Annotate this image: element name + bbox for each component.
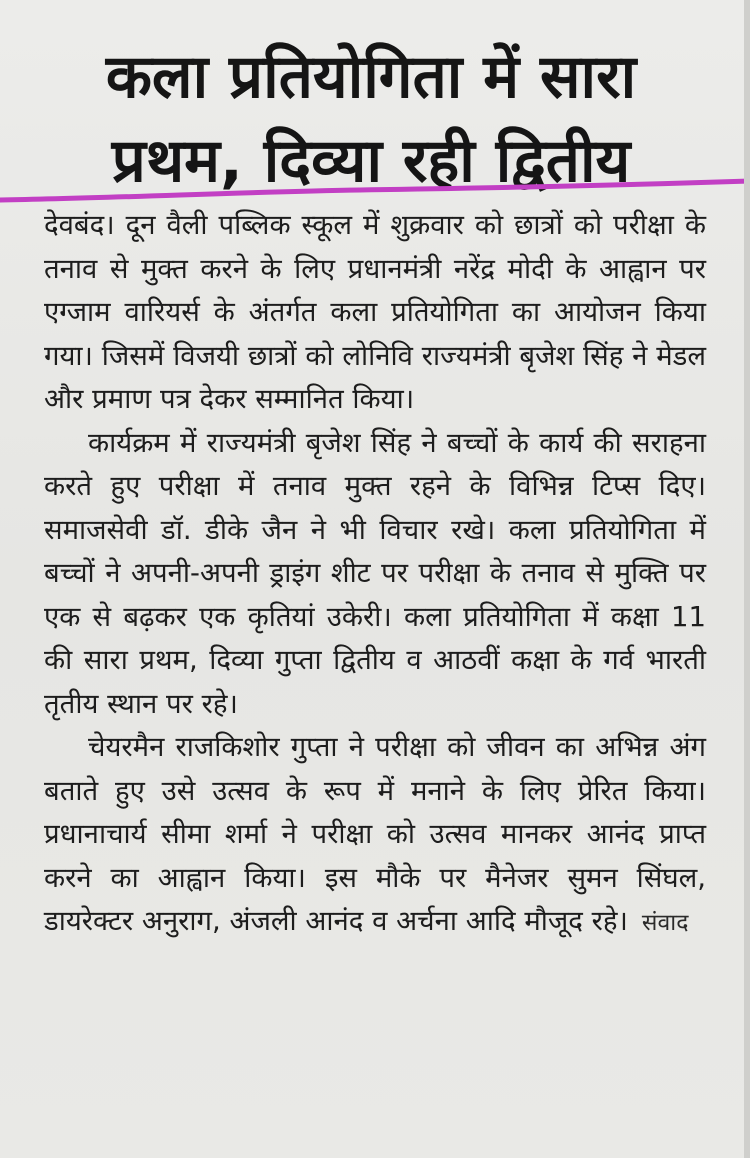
paragraph-1: देवबंद। दून वैली पब्लिक स्कूल में शुक्रवार को छात्रों को परीक्षा के तनाव से मुक्त करने के लिए प्रधानमंत्री नरेंद्र मोदी के आह्वान पर एग्जाम वारियर्स के अंतर्गत कला प्रतियोगिता का आयोजन किया गया। जिसमें विजयी छात्रों को लोनिवि राज्यमंत्री बृजेश सिंह ने मेडल और प्रमाण पत्र देकर सम्मानित किया।	[44, 209, 706, 415]
headline-line-1: कला प्रतियोगिता में सारा	[105, 42, 637, 113]
page-edge	[744, 0, 750, 1158]
paragraph-3-text: चेयरमैन राजकिशोर गुप्ता ने परीक्षा को जीवन का अभिन्न अंग बताते हुए उसे उत्सव के रूप में मनाने के लिए प्रेरित किया। प्रधानाचार्य सीमा शर्मा ने परीक्षा को उत्सव मानकर आनंद प्राप्त करने का आह्वान किया। इस मौके पर मैनेजर सुमन सिंघल, डायरेक्टर अनुराग, अंजली आनंद व अर्चना आदि मौजूद रहे।	[44, 731, 706, 937]
headline-line-2: प्रथम, दिव्या रही द्वितीय	[111, 126, 631, 197]
paragraph-3	[44, 726, 706, 946]
paragraph-2: कार्यक्रम में राज्यमंत्री बृजेश सिंह ने बच्चों के कार्य की सराहना करते हुए परीक्षा में तनाव मुक्त रहने के विभिन्न टिप्स दिए। समाजसेवी डॉ. डीके जैन ने भी विचार रखे। कला प्रतियोगिता में बच्चों ने अपनी-अपनी ड्राइंग शीट पर परीक्षा के तनाव से मुक्ति पर एक से बढ़कर एक कृतियां उकेरी। कला प्रतियोगिता में कक्षा 11 की सारा प्रथम, दिव्या गुप्ता द्वितीय व आठवीं कक्षा के गर्व भारती तृतीय स्थान पर रहे।	[44, 426, 706, 720]
article-body	[44, 204, 706, 946]
byline-credit: संवाद	[641, 910, 689, 936]
